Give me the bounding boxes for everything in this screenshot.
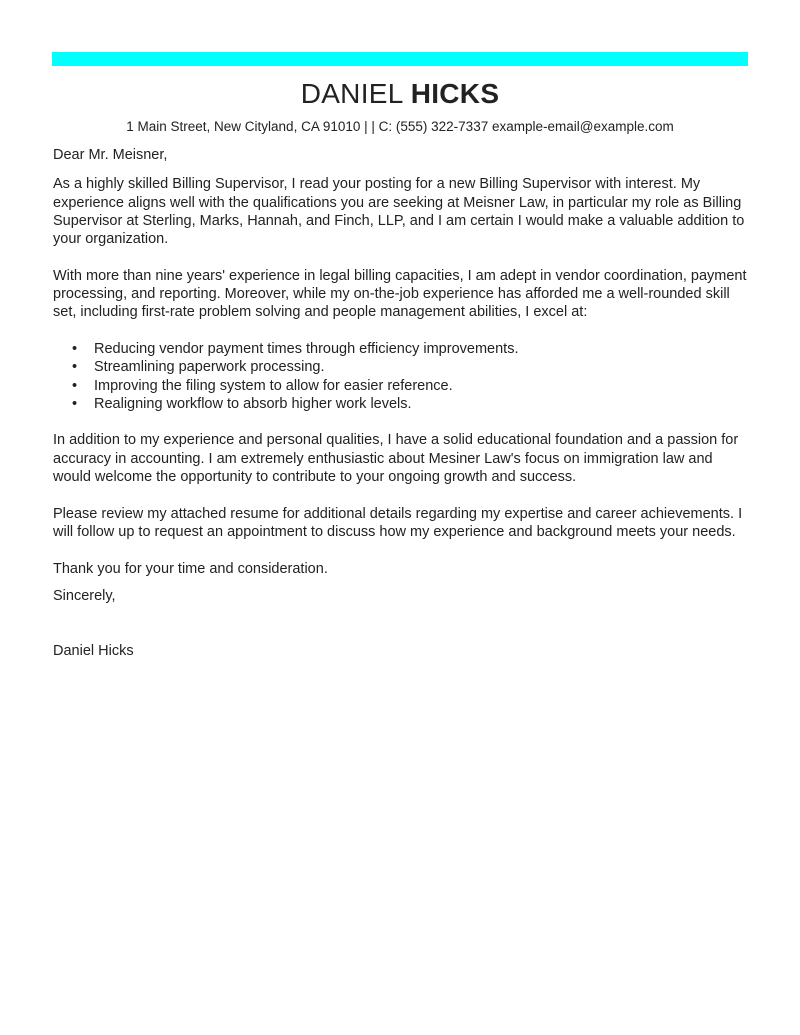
paragraph-education: In addition to my experience and personal qualities, I have a solid educational foundation and a passion for accuracy in accounting. I am extremely enthusiastic about Mesiner Law's focus on immigration law and would welcome the opportunity to contribute to your ongoing growth and success. xyxy=(53,432,739,486)
list-item xyxy=(53,358,753,376)
greeting: Dear Mr. Meisner, xyxy=(53,147,168,163)
contact-info: 1 Main Street, New Cityland, CA 91010 | | C: (555) 322-7337 example-email@example.com xyxy=(126,119,674,134)
list-item-text: Realigning workflow to absorb higher work levels. xyxy=(94,395,412,412)
bullet-icon: • xyxy=(72,377,78,394)
bullet-icon: • xyxy=(72,395,78,412)
list-item-text: Improving the filing system to allow for easier reference. xyxy=(94,377,453,394)
paragraph-experience: With more than nine years' experience in legal billing capacities, I am adept in vendor coordination, payment processing, and reporting. Moreover, while my on-the-job experience has afforded me a well-rounded skill set, including first-rate problem solving and people management abilities, I excel at: xyxy=(53,267,747,321)
list-item-text: Streamlining paperwork processing. xyxy=(94,359,325,376)
bullet-icon: • xyxy=(72,340,78,357)
sign-off: Sincerely, xyxy=(53,587,116,604)
signature-name: Daniel Hicks xyxy=(53,643,134,660)
paragraph-follow-up: Please review my attached resume for additional details regarding my expertise and career achievements. I will follow up to request an appointment to discuss how my experience and background meets your needs. xyxy=(53,505,743,540)
list-item xyxy=(53,377,753,395)
closing-line: Thank you for your time and consideration. xyxy=(53,560,328,577)
letter-body xyxy=(53,146,753,679)
last-name: HICKS xyxy=(410,78,500,109)
applicant-name xyxy=(0,76,800,112)
accent-bar xyxy=(52,52,748,66)
paragraph-intro: As a highly skilled Billing Supervisor, I read your posting for a new Billing Supervisor with interest. My experience aligns well with the qualifications you are seeking at Meisner Law, in particular my role as Billing Supervisor at Sterling, Marks, Hannah, and Finch, LLP, and I am certain I would make a valuable addition to your organization. xyxy=(53,176,745,248)
list-item xyxy=(53,395,753,413)
bullet-icon: • xyxy=(72,359,78,376)
skills-list xyxy=(53,340,753,413)
list-item-text: Reducing vendor payment times through efficiency improvements. xyxy=(94,340,519,357)
list-item xyxy=(53,340,753,358)
first-name: DANIEL xyxy=(300,78,403,109)
